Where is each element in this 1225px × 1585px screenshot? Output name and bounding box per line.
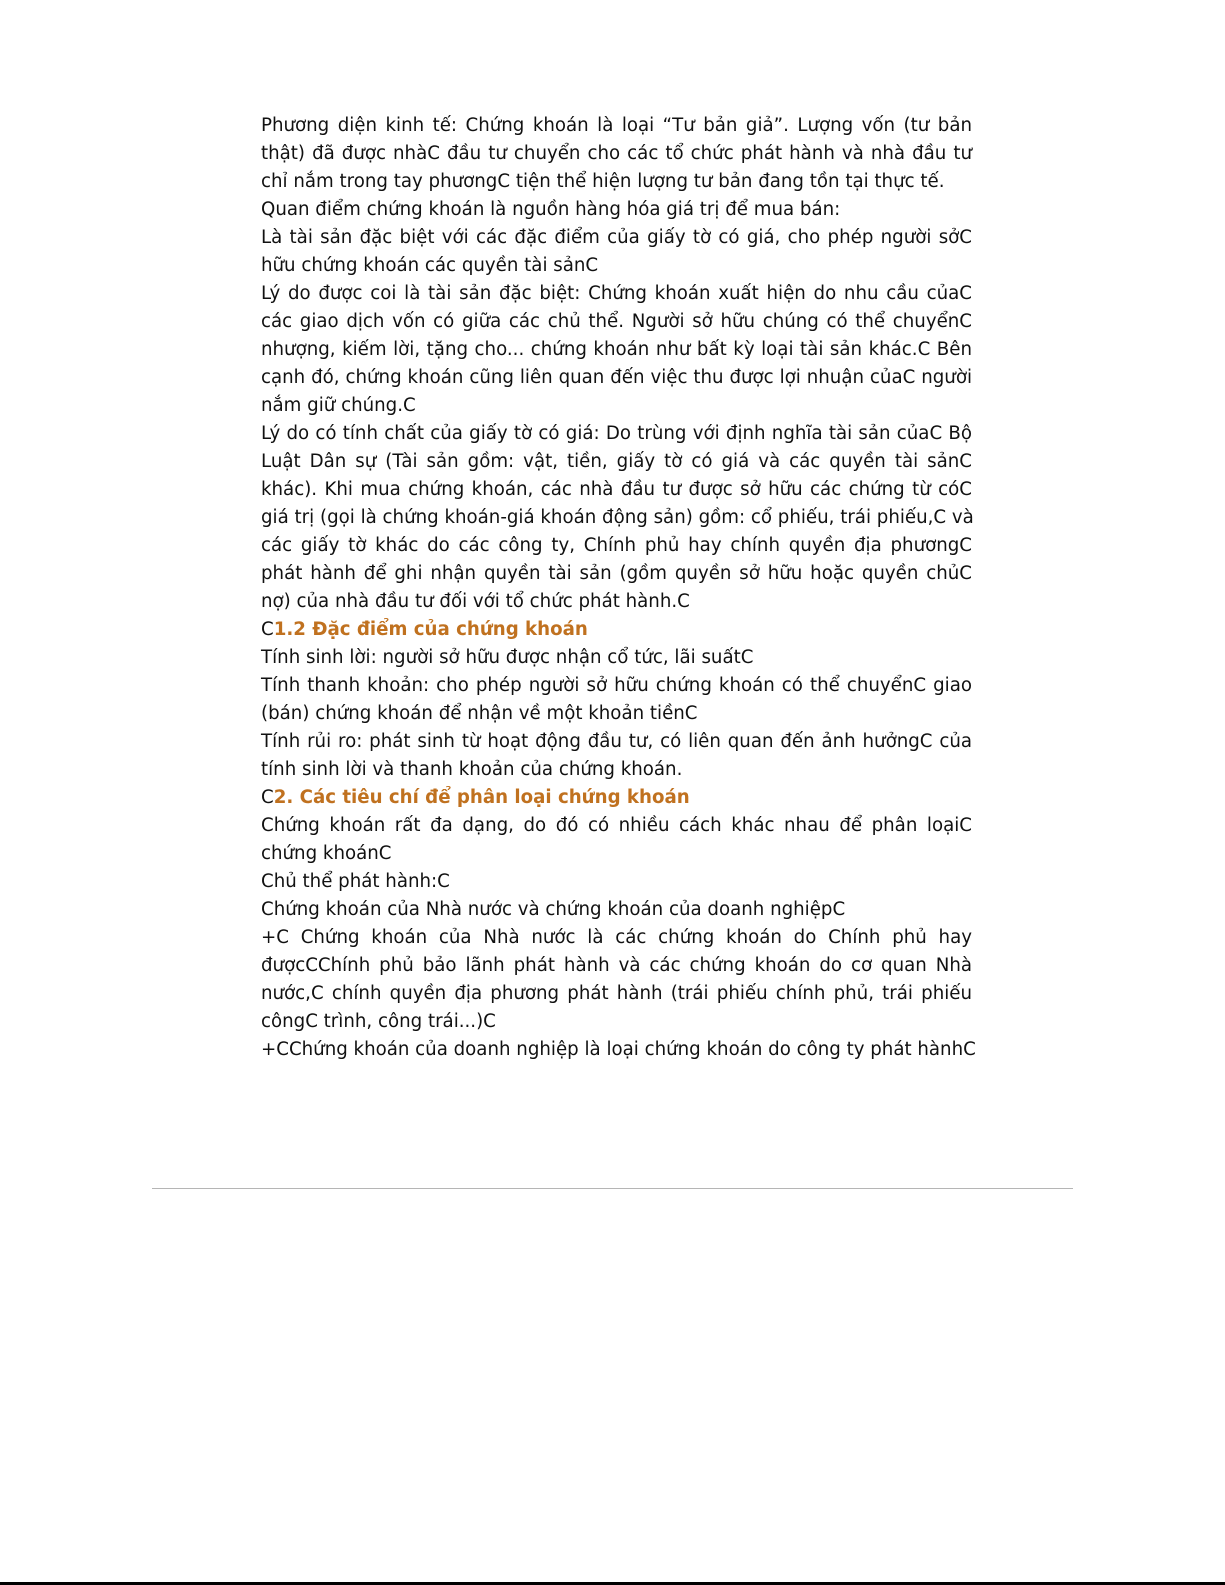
text-line: Chủ thể phát hành:C <box>261 871 450 892</box>
text-line: Lý do có tính chất của giấy tờ có giá: Do trùng với định nghĩa tài sản củaC Bộ <box>261 423 972 444</box>
text-line: +CChứng khoán của doanh nghiệp là loại chứng khoán do công ty phát hànhC <box>261 1039 976 1060</box>
text-line: (bán) chứng khoán để nhận về một khoản tiềnC <box>261 703 698 724</box>
text-line: nước,C chính quyền địa phương phát hành (trái phiếu chính phủ, trái phiếu <box>261 983 972 1004</box>
text-line: Chứng khoán của Nhà nước và chứng khoán của doanh nghiệpC <box>261 899 846 920</box>
text-line: nắm giữ chúng.C <box>261 395 416 416</box>
heading-text: 1.2 Đặc điểm của chứng khoán <box>273 619 588 640</box>
text-line: +C Chứng khoán của Nhà nước là các chứng khoán do Chính phủ hay <box>261 927 972 948</box>
text-line: tính sinh lời và thanh khoản của chứng khoán. <box>261 759 683 780</box>
text-line: cạnh đó, chứng khoán cũng liên quan đến việc thu được lợi nhuận củaC người <box>261 367 972 388</box>
heading-prefix: C <box>261 619 274 640</box>
text-line: Tính rủi ro: phát sinh từ hoạt động đầu tư, có liên quan đến ảnh hưởngC của <box>261 731 972 752</box>
text-line: Quan điểm chứng khoán là nguồn hàng hóa giá trị để mua bán: <box>261 199 841 220</box>
text-line: các giao dịch vốn có giữa các chủ thể. Người sở hữu chúng có thể chuyểnC <box>261 311 972 332</box>
text-line: nợ) của nhà đầu tư đối với tổ chức phát hành.C <box>261 591 690 612</box>
heading-text: 2. Các tiêu chí để phân loại chứng khoán <box>273 787 690 808</box>
text-line: các giấy tờ khác do các công ty, Chính phủ hay chính quyền địa phươngC <box>261 535 972 556</box>
text-line: thật) đã được nhàC đầu tư chuyển cho các tổ chức phát hành và nhà đầu tư <box>261 143 972 164</box>
text-line: chỉ nắm trong tay phươngC tiện thể hiện lượng tư bản đang tồn tại thực tế. <box>261 171 945 192</box>
page-divider <box>152 1188 1073 1189</box>
text-line: chứng khoánC <box>261 843 392 864</box>
text-line: Chứng khoán rất đa dạng, do đó có nhiều cách khác nhau để phân loạiC <box>261 815 972 836</box>
text-line: Tính sinh lời: người sở hữu được nhận cổ tức, lãi suấtC <box>261 647 754 668</box>
text-line: Phương diện kinh tế: Chứng khoán là loại “Tư bản giả”. Lượng vốn (tư bản <box>261 115 972 136</box>
text-line: giá trị (gọi là chứng khoán-giá khoán động sản) gồm: cổ phiếu, trái phiếu,C và <box>261 507 974 528</box>
text-line: hữu chứng khoán các quyền tài sảnC <box>261 255 599 276</box>
text-line: Lý do được coi là tài sản đặc biệt: Chứng khoán xuất hiện do nhu cầu củaC <box>261 283 972 304</box>
text-line: côngC trình, công trái...)C <box>261 1011 496 1032</box>
document-body <box>261 112 976 1064</box>
text-line: khác). Khi mua chứng khoán, các nhà đầu tư được sở hữu các chứng từ cóC <box>261 479 972 500</box>
text-line: Là tài sản đặc biệt với các đặc điểm của giấy tờ có giá, cho phép người sởC <box>261 227 972 248</box>
text-line: phát hành để ghi nhận quyền tài sản (gồm quyền sở hữu hoặc quyền chủC <box>261 563 972 584</box>
text-line: Luật Dân sự (Tài sản gồm: vật, tiền, giấy tờ có giá và các quyền tài sảnC <box>261 451 972 472</box>
heading-prefix: C <box>261 787 274 808</box>
section-heading <box>261 616 972 644</box>
text-line: Tính thanh khoản: cho phép người sở hữu chứng khoán có thể chuyểnC giao <box>261 675 972 696</box>
text-line: đượcCChính phủ bảo lãnh phát hành và các chứng khoán do cơ quan Nhà <box>261 955 972 976</box>
section-heading <box>261 784 972 812</box>
text-line: nhượng, kiếm lời, tặng cho... chứng khoán như bất kỳ loại tài sản khác.C Bên <box>261 339 972 360</box>
